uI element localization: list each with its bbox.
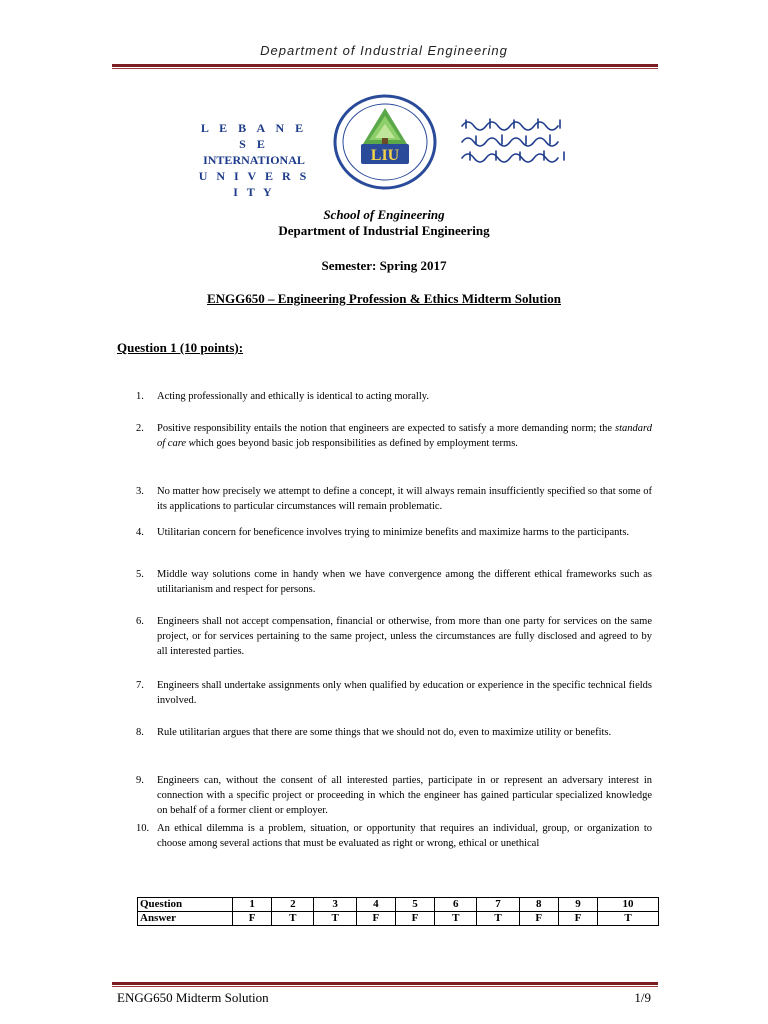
seal-lettering: LIU (370, 147, 400, 164)
row-label-question: Question (138, 898, 233, 912)
list-item (136, 421, 652, 451)
question-number-cell: 2 (272, 898, 314, 912)
answer-cell: F (558, 912, 597, 926)
item-text: Engineers can, without the consent of all interested parties, participate in or represent an adversary interest in connection with a specific project or proceeding in which the engineer has gained particular specialized knowledge on behalf of a former client or employer. (157, 775, 652, 816)
item-text-end: hich goes beyond basic job responsibilities as defined by employment terms. (195, 438, 518, 449)
question-number-cell: 1 (233, 898, 272, 912)
header-rule-thin (112, 68, 658, 69)
item-text: Acting professionally and ethically is identical to acting morally. (157, 391, 429, 402)
item-text (157, 421, 652, 451)
item-text: Engineers shall not accept compensation, financial or otherwise, from more than one party for services on the same project, or for services pertaining to the same project, unless the circumstances are fully disclosed and agreed to by all interested parties. (157, 616, 652, 657)
item-number: 9. (136, 775, 144, 786)
answer-cell: F (233, 912, 272, 926)
item-number: 4. (136, 527, 144, 538)
item-text: Middle way solutions come in handy when we have convergence among the different ethical frameworks such as utilitarianism and respect for persons. (157, 569, 652, 595)
list-item (136, 773, 652, 818)
question-number-cell: 8 (519, 898, 558, 912)
item-text: Rule utilitarian argues that there are some things that we should not do, even to maximize utility or benefits. (157, 727, 612, 738)
question-heading: Question 1 (10 points): (117, 340, 244, 355)
question-number-cell: 5 (395, 898, 434, 912)
list-item (136, 678, 652, 708)
list-item (136, 725, 652, 740)
page-header-title: Department of Industrial Engineering (260, 43, 508, 58)
school-title: School of Engineering (323, 207, 445, 222)
list-item (136, 484, 652, 514)
semester-title: Semester: Spring 2017 (321, 258, 447, 273)
footer-document-name: ENGG650 Midterm Solution (117, 990, 269, 1005)
item-number: 7. (136, 680, 144, 691)
question-number-cell: 7 (477, 898, 519, 912)
footer-rule-thin (112, 986, 658, 987)
list-item (136, 525, 652, 540)
course-title: ENGG650 – Engineering Profession & Ethics Midterm Solution (206, 291, 561, 306)
question-number-cell: 10 (598, 898, 659, 912)
footer-rule (112, 982, 658, 985)
list-item (136, 821, 652, 851)
table-row-questions (138, 898, 659, 912)
wordmark-line-1: L E B A N E S E (200, 121, 308, 151)
answer-cell: F (519, 912, 558, 926)
item-number: 2. (136, 423, 144, 434)
item-number: 10. (136, 823, 150, 834)
item-number: 8. (136, 727, 144, 738)
answer-cell: T (314, 912, 356, 926)
item-number: 1. (136, 391, 144, 402)
footer-page-number: 1/9 (634, 990, 651, 1005)
university-wordmark (196, 120, 312, 200)
answer-cell: T (598, 912, 659, 926)
list-item (136, 567, 652, 597)
item-number: 5. (136, 569, 144, 580)
list-item (136, 389, 652, 404)
question-number-cell: 9 (558, 898, 597, 912)
wordmark-line-2: INTERNATIONAL (203, 153, 305, 167)
item-text-italic: standard of care w (157, 423, 652, 449)
university-seal-icon (333, 94, 437, 190)
list-item (136, 614, 652, 659)
row-label-answer: Answer (138, 912, 233, 926)
item-text: Utilitarian concern for beneficence involves trying to minimize benefits and maximize harms to the participants. (157, 527, 630, 538)
question-number-cell: 6 (435, 898, 477, 912)
answer-cell: T (435, 912, 477, 926)
answer-table (137, 897, 659, 926)
item-text: An ethical dilemma is a problem, situation, or opportunity that requires an individual, group, or organization to choose among several actions that must be evaluated as right or wrong, ethical or unethical (157, 823, 652, 849)
item-text: Engineers shall undertake assignments only when qualified by education or experience in the specific technical fields involved. (157, 680, 652, 706)
answer-cell: T (477, 912, 519, 926)
item-number: 3. (136, 486, 144, 497)
header-rule (112, 64, 658, 67)
item-number: 6. (136, 616, 144, 627)
answer-cell: F (395, 912, 434, 926)
table-row-answers (138, 912, 659, 926)
arabic-wordmark-icon (456, 114, 570, 168)
department-title: Department of Industrial Engineering (278, 223, 490, 238)
item-text: No matter how precisely we attempt to define a concept, it will always remain insufficiently specified so that some of its applications to particular circumstances will remain problematic. (157, 486, 652, 512)
item-text-start: Positive responsibility entails the notion that engineers are expected to satisfy a more demanding norm; the (157, 423, 616, 434)
answer-cell: F (356, 912, 395, 926)
question-number-cell: 4 (356, 898, 395, 912)
wordmark-line-3: U N I V E R S I T Y (198, 169, 310, 199)
answer-cell: T (272, 912, 314, 926)
question-number-cell: 3 (314, 898, 356, 912)
